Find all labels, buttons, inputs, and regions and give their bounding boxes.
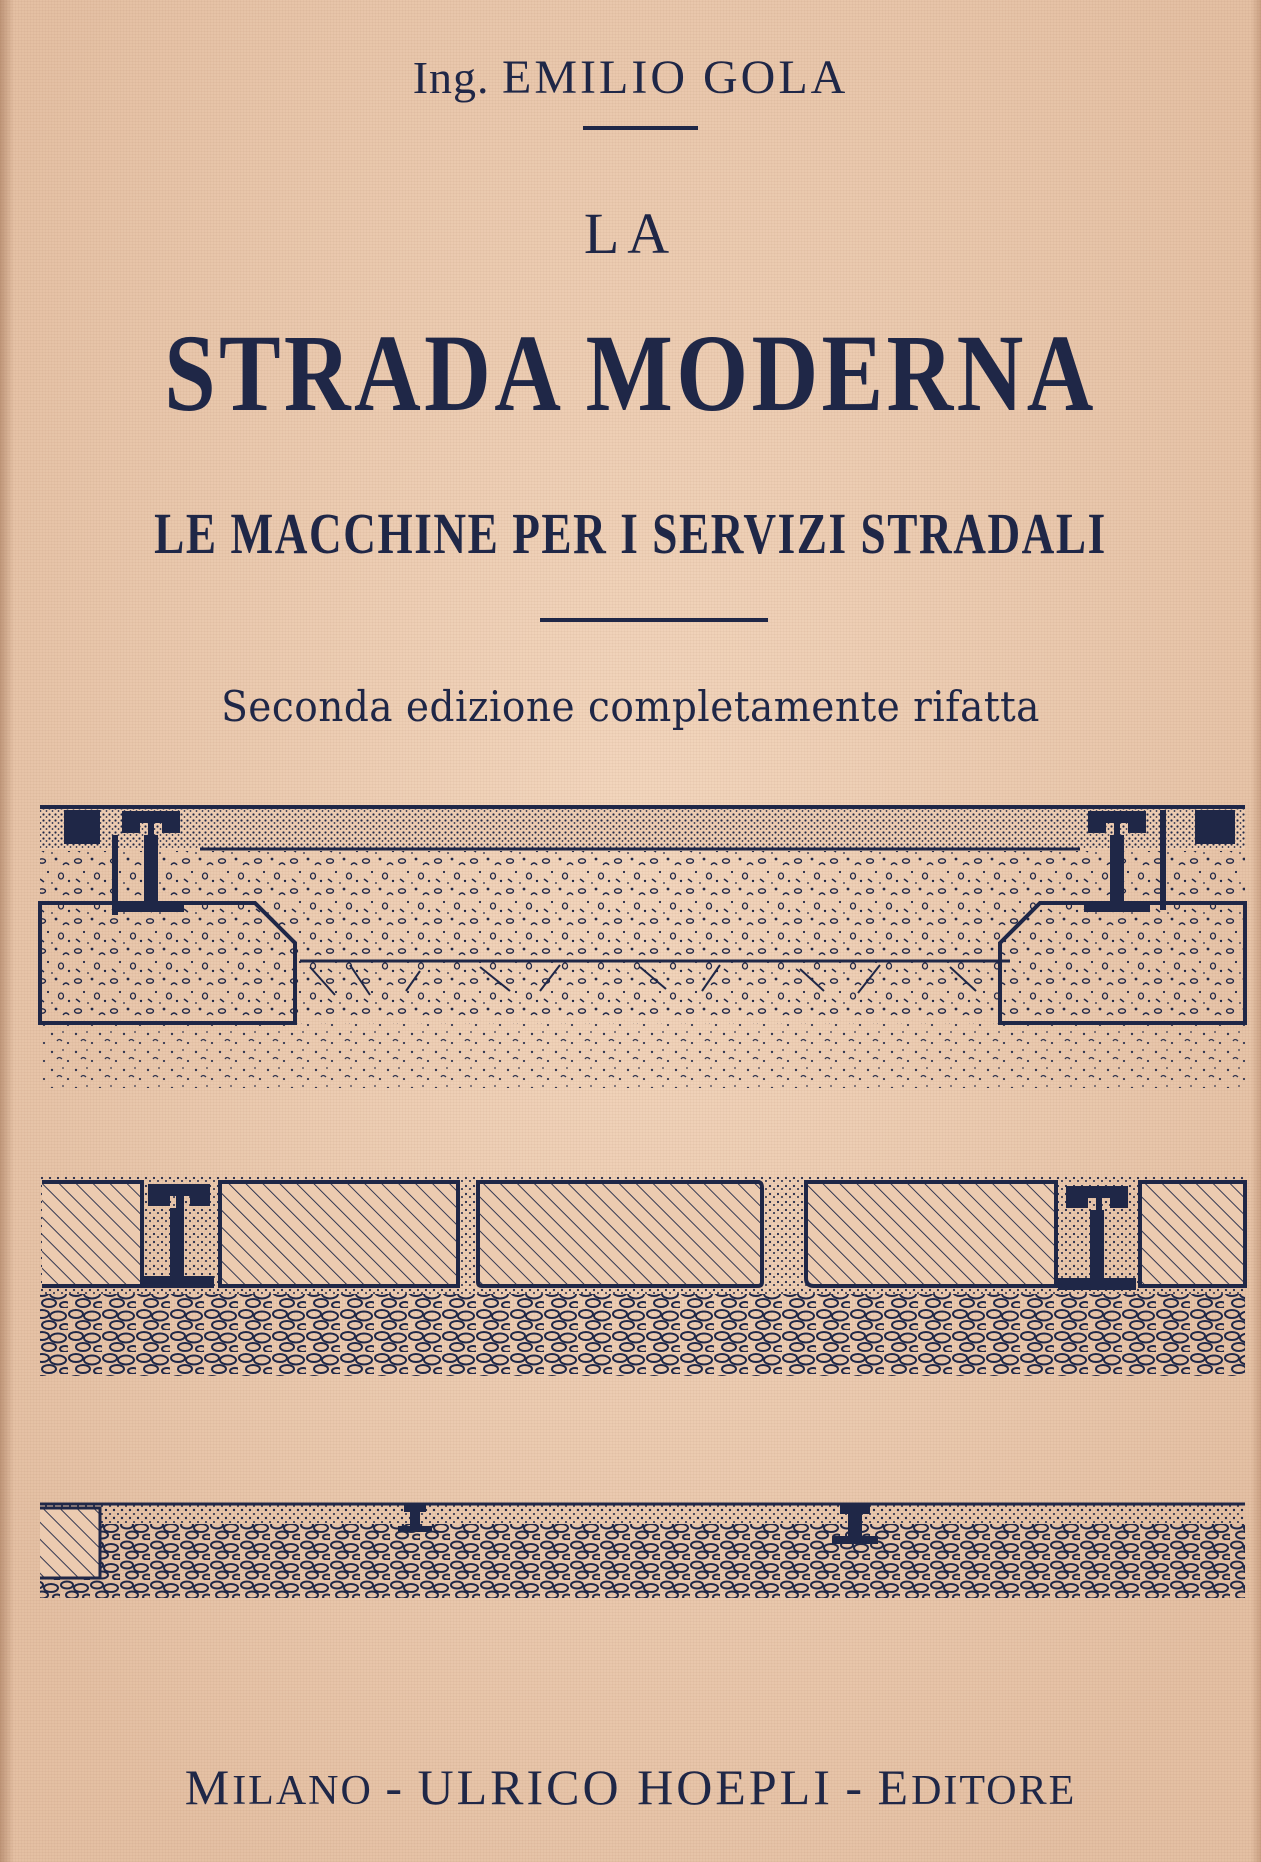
publisher-name: ULRICO HOEPLI [417,1759,833,1815]
road-section-stone-block-paving [0,1176,1261,1386]
divider-middle [540,618,768,622]
publisher-city-initial: M [184,1759,233,1815]
edition-note: Seconda edizione completamente rifatta [221,682,1040,731]
publisher-separator: - [385,1759,405,1815]
road-section-tramway-on-concrete [0,795,1261,1095]
divider-top [583,126,698,130]
book-title: STRADA MODERNA [164,312,1097,434]
title-article: LA [583,201,678,266]
publisher-role: DITORE [911,1768,1077,1814]
publisher-role-initial: E [877,1759,912,1815]
publisher-separator: - [845,1759,866,1815]
publisher-line [0,1758,1261,1816]
author-name: EMILIO GOLA [502,51,849,104]
book-subtitle: LE MACCHINE PER I SERVIZI STRADALI [154,501,1107,566]
road-section-macadam-track [0,1500,1261,1620]
author-prefix: Ing. [412,52,490,103]
author-line [0,50,1261,105]
publisher-city: ILANO [232,1768,373,1814]
